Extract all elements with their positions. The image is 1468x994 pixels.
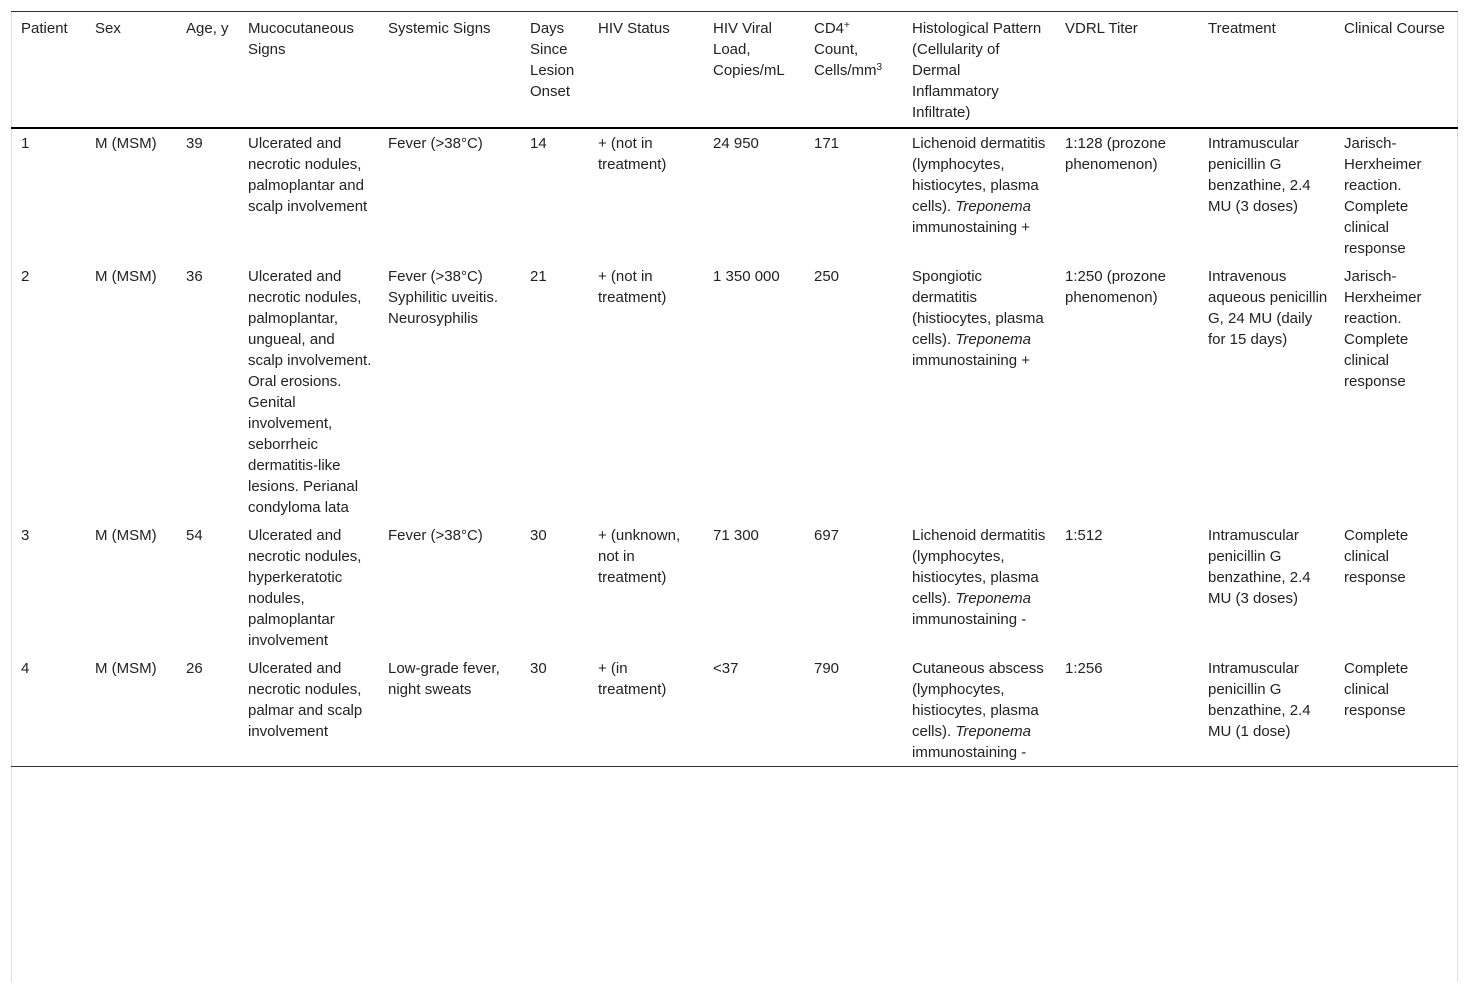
cell-histology [902, 654, 1055, 767]
cell-systemic: Fever (>38°C) [388, 135, 483, 152]
cell-treatment: Intravenous aqueous penicillin G, 24 MU (daily for 15 days) [1208, 268, 1328, 348]
histology-text: Spongiotic dermatitis (histiocytes, plasma cells). [912, 268, 1044, 348]
cell-histology [902, 262, 1055, 521]
header-clinical-course: Clinical Course [1344, 20, 1445, 37]
header-cd4-mid: Count, Cells/mm [814, 41, 877, 79]
header-cd4-unit-exponent: 3 [876, 62, 883, 73]
cell-patient: 4 [21, 660, 30, 677]
cell-viral-load: 71 300 [713, 527, 759, 544]
histology-organism: Treponema [955, 198, 1031, 215]
cell-vdrl: 1:256 [1065, 660, 1103, 677]
histology-stain: immunostaining + [912, 352, 1030, 369]
header-cd4-prefix: CD4 [814, 20, 845, 37]
table-container [11, 11, 1458, 767]
cell-systemic: Fever (>38°C) [388, 527, 483, 544]
cell-sex: M (MSM) [95, 660, 157, 677]
cell-mucocutaneous: Ulcerated and necrotic nodules, palmoplantar and scalp involvement [248, 135, 368, 215]
cell-viral-load: 1 350 000 [713, 268, 780, 285]
histology-organism: Treponema [955, 590, 1031, 607]
table-row [11, 654, 1458, 767]
header-days-since-onset: Days Since Lesion Onset [530, 20, 575, 100]
cell-histology [902, 521, 1055, 654]
cell-cd4: 171 [814, 135, 840, 152]
cell-mucocutaneous: Ulcerated and necrotic nodules, palmar and scalp involvement [248, 660, 363, 740]
histology-organism: Treponema [955, 331, 1031, 348]
header-sex: Sex [95, 20, 121, 37]
cell-cd4: 250 [814, 268, 840, 285]
cell-systemic: Low-grade fever, night sweats [388, 660, 500, 698]
cell-treatment: Intramuscular penicillin G benzathine, 2.4 MU (1 dose) [1208, 660, 1311, 740]
cell-age: 54 [186, 527, 203, 544]
table-row [11, 128, 1458, 262]
cell-cd4: 697 [814, 527, 840, 544]
header-hiv-status: HIV Status [598, 20, 670, 37]
cell-days: 14 [530, 135, 547, 152]
cell-days: 21 [530, 268, 547, 285]
cell-cd4: 790 [814, 660, 840, 677]
cell-treatment: Intramuscular penicillin G benzathine, 2.4 MU (3 doses) [1208, 135, 1311, 215]
table-header-row [11, 12, 1458, 129]
cell-patient: 3 [21, 527, 30, 544]
header-cd4-count [804, 12, 902, 129]
cell-vdrl: 1:512 [1065, 527, 1103, 544]
header-mucocutaneous-signs: Mucocutaneous Signs [248, 20, 354, 58]
histology-text: Lichenoid dermatitis (lymphocytes, histiocytes, plasma cells). [912, 135, 1046, 215]
cell-hiv-status: + (in treatment) [598, 660, 667, 698]
header-treatment: Treatment [1208, 20, 1276, 37]
header-histological-pattern: Histological Pattern (Cellularity of Dermal Inflammatory Infiltrate) [912, 20, 1042, 121]
cell-days: 30 [530, 527, 547, 544]
header-hiv-viral-load: HIV Viral Load, Copies/mL [713, 20, 785, 79]
cell-course: Jarisch-Herxheimer reaction. Complete clinical response [1344, 268, 1422, 390]
header-cd4-plus: + [844, 20, 850, 31]
cell-course: Jarisch-Herxheimer reaction. Complete clinical response [1344, 135, 1422, 257]
cell-age: 39 [186, 135, 203, 152]
histology-stain: immunostaining - [912, 611, 1027, 628]
cell-course: Complete clinical response [1344, 660, 1409, 719]
cell-systemic: Fever (>38°C) Syphilitic uveitis. Neurosyphilis [388, 268, 499, 327]
cell-viral-load: <37 [713, 660, 739, 677]
histology-text: Lichenoid dermatitis (lymphocytes, histiocytes, plasma cells). [912, 527, 1046, 607]
cell-histology [902, 128, 1055, 262]
cell-hiv-status: + (unknown, not in treatment) [598, 527, 681, 586]
histology-stain: immunostaining + [912, 219, 1030, 236]
header-vdrl-titer: VDRL Titer [1065, 20, 1138, 37]
cell-age: 26 [186, 660, 203, 677]
clinical-data-table [11, 11, 1458, 767]
header-patient: Patient [21, 20, 68, 37]
cell-vdrl: 1:128 (prozone phenomenon) [1065, 135, 1166, 173]
cell-treatment: Intramuscular penicillin G benzathine, 2.4 MU (3 doses) [1208, 527, 1311, 607]
cell-patient: 2 [21, 268, 30, 285]
cell-sex: M (MSM) [95, 527, 157, 544]
cell-patient: 1 [21, 135, 30, 152]
header-age: Age, y [186, 20, 229, 37]
table-row [11, 521, 1458, 654]
cell-sex: M (MSM) [95, 135, 157, 152]
cell-course: Complete clinical response [1344, 527, 1409, 586]
histology-stain: immunostaining - [912, 744, 1027, 761]
cell-mucocutaneous: Ulcerated and necrotic nodules, palmoplantar, ungueal, and scalp involvement. Oral erosions. Genital involvement, seborrheic dermatitis-like lesions. Perianal condyloma lata [248, 268, 372, 516]
table-row [11, 262, 1458, 521]
cell-hiv-status: + (not in treatment) [598, 268, 667, 306]
header-systemic-signs: Systemic Signs [388, 20, 491, 37]
histology-organism: Treponema [955, 723, 1031, 740]
cell-hiv-status: + (not in treatment) [598, 135, 667, 173]
cell-days: 30 [530, 660, 547, 677]
cell-vdrl: 1:250 (prozone phenomenon) [1065, 268, 1166, 306]
cell-age: 36 [186, 268, 203, 285]
cell-mucocutaneous: Ulcerated and necrotic nodules, hyperkeratotic nodules, palmoplantar involvement [248, 527, 362, 649]
cell-viral-load: 24 950 [713, 135, 759, 152]
cell-sex: M (MSM) [95, 268, 157, 285]
histology-text: Cutaneous abscess (lymphocytes, histiocytes, plasma cells). [912, 660, 1044, 740]
